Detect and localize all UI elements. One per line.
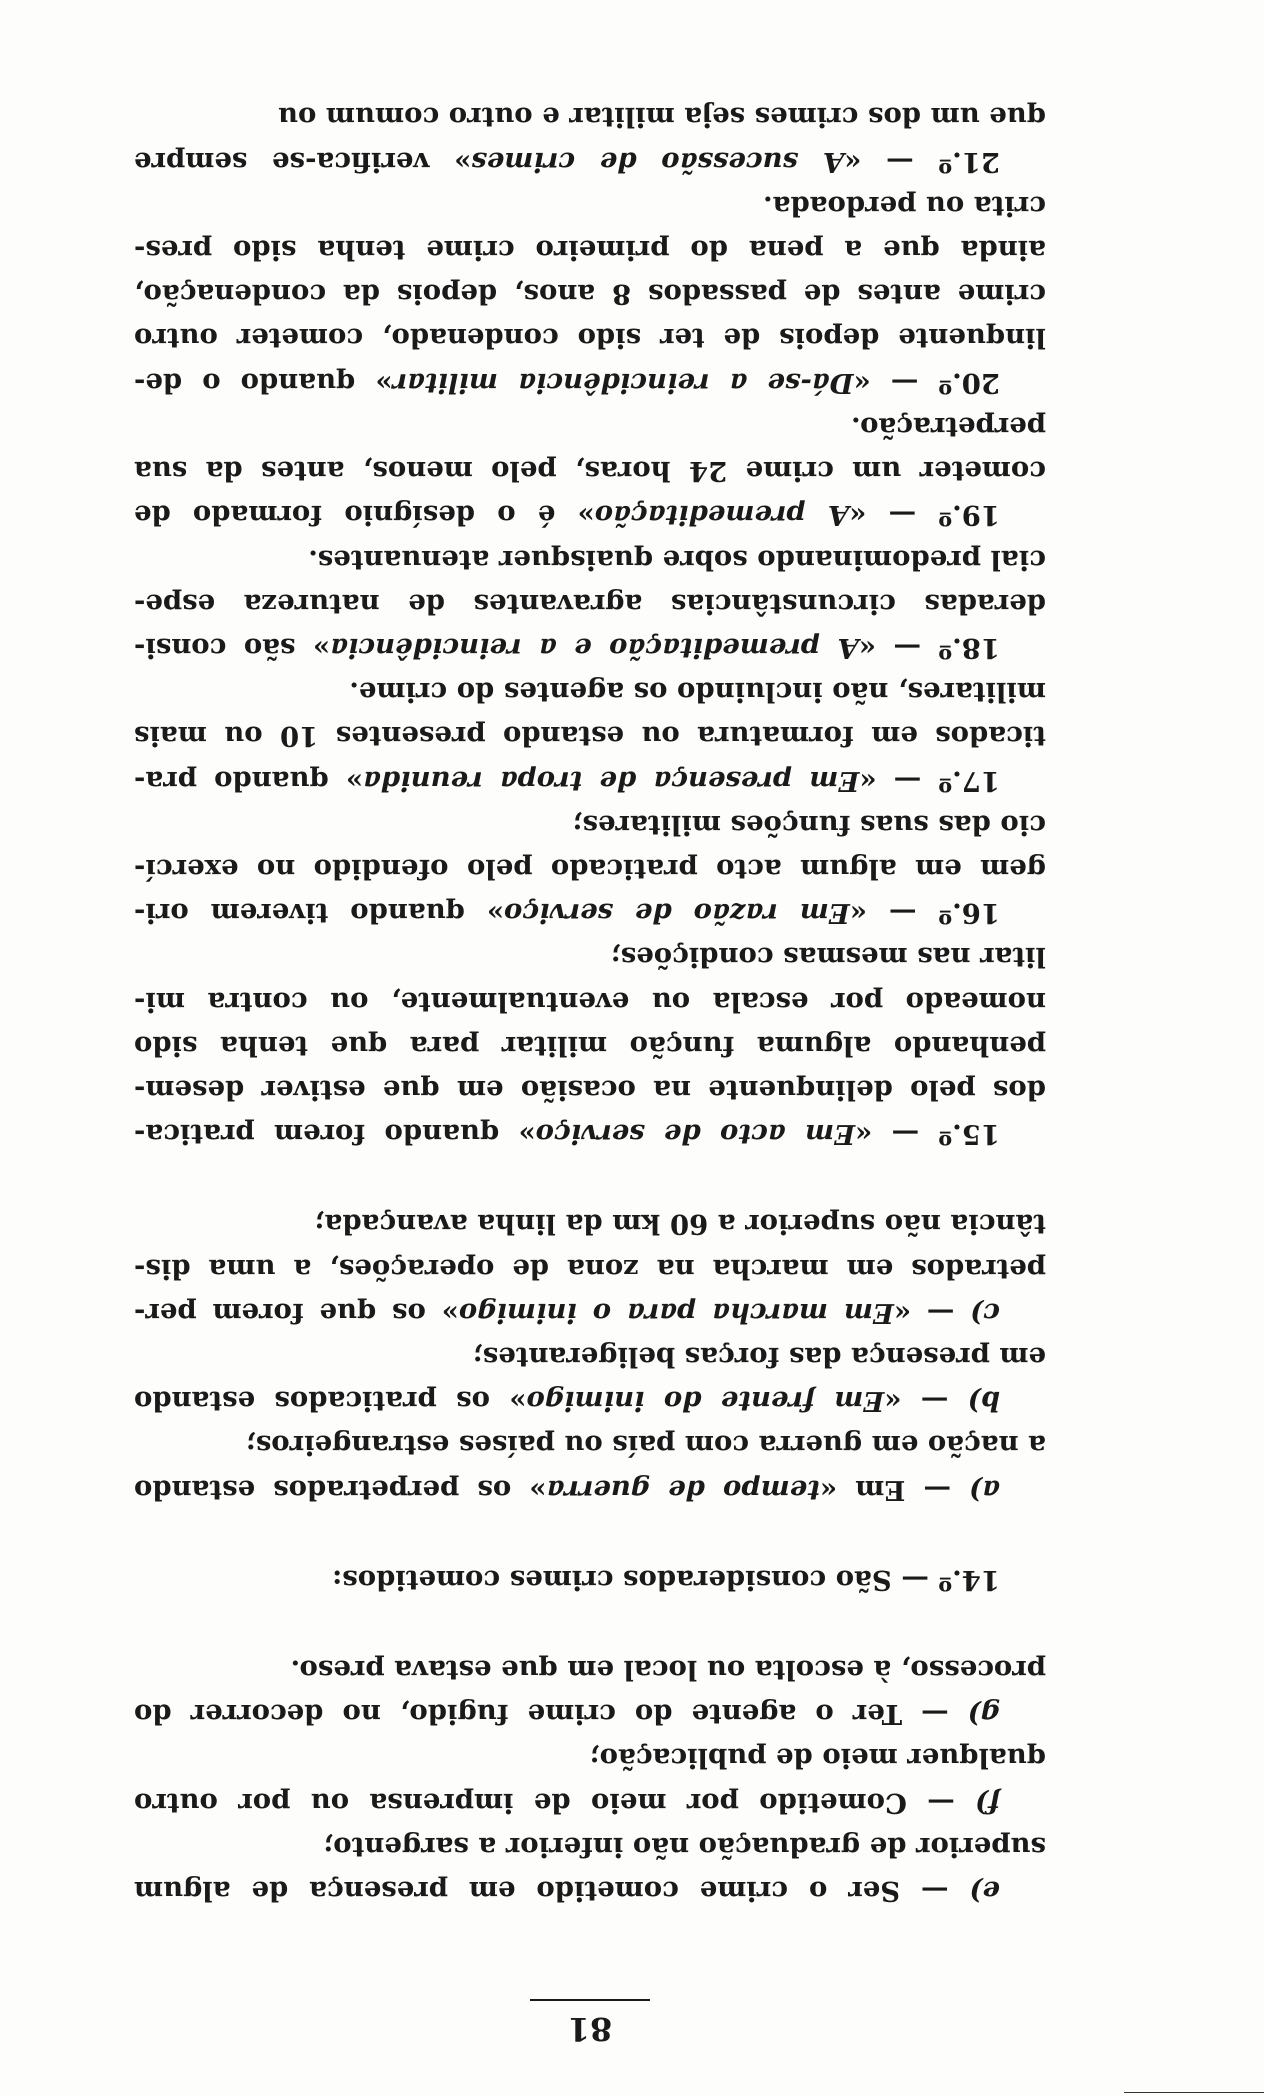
text-line: 17.º — «Em presença de tropa reunida» quando pra- [134, 764, 1000, 797]
paragraph [134, 935, 1046, 1156]
text-line: a) — Em «tempo de guerra» os perpetrados estando [134, 1473, 1000, 1506]
text-line: c) — «Em marcha para o inimigo» os que forem per- [134, 1296, 1000, 1329]
page-number: 81 [567, 2010, 613, 2048]
paragraph [134, 803, 1046, 936]
text-line: que um dos crimes seja militar e outro comum ou [278, 101, 1046, 134]
text-line: processo, à escolta ou local em que estava preso. [290, 1653, 1046, 1686]
text-line: 20.º — «Dá-se a reincidência militar» quando o de- [134, 366, 1000, 399]
paragraph [134, 1825, 1046, 1913]
text-line: b) — «Em frente do inimigo» os praticados estando [134, 1385, 1000, 1418]
paragraph [134, 405, 1046, 538]
text-line: 16.º — «Em razão de serviço» quando tiverem ori- [134, 897, 1000, 930]
paragraph [134, 184, 1046, 405]
paragraph [134, 670, 1046, 803]
text-line: qualquer meio de publicação; [589, 1742, 1046, 1775]
text-line: gem em algum acto praticado pelo ofendido no exercí- [134, 852, 1046, 885]
paragraph [134, 95, 1046, 183]
text-line: nomeado por escala ou eventualmente, ou contra mi- [134, 985, 1046, 1018]
text-line: cio das suas funções militares; [572, 808, 1046, 841]
paragraph [134, 1648, 1046, 1736]
paragraph-gap [134, 1512, 1046, 1558]
paragraph [134, 1202, 1046, 1335]
text-line: penhando alguma função militar para que tenha sido [134, 1029, 1046, 1062]
text-line: 19.º — «A premeditação» é o desígnio formado de [134, 499, 1000, 532]
text-line: 14.º — São considerados crimes cometidos: [332, 1563, 1000, 1596]
text-line: tância não superior a 60 km da linha avançada; [314, 1208, 1046, 1241]
text-line: 18.º — «A premeditação e a reincidência» são consi- [134, 631, 1000, 664]
text-line: 21.º — «A sucessão de crimes» verifica-se sempre [134, 145, 1000, 178]
text-line: a nação em guerra com país ou países estrangeiros; [245, 1429, 1046, 1462]
page-content [134, 95, 1046, 2051]
text-line: cial predominando sobre quaisquer atenuantes. [308, 543, 1046, 576]
text-line: litar nas mesmas condições; [610, 941, 1046, 974]
text-line: petrados em marcha na zona de operações, a uma dis- [134, 1252, 1046, 1285]
text-line: e) — Ser o crime cometido em presença de algum [134, 1875, 1000, 1907]
text-line: deradas circunstâncias agravantes de natureza espe- [134, 587, 1046, 620]
text-line: ainda que a pena do primeiro crime tenha sido pres- [134, 234, 1046, 267]
text-line: perpetração. [851, 410, 1046, 443]
paragraph-list [134, 95, 1046, 1913]
text-line: dos pelo delinquente na ocasião em que estiver desem- [134, 1073, 1046, 1106]
text-line: crita ou perdoada. [763, 189, 1046, 222]
text-line: ticados em formatura ou estando presentes 10 ou mais [134, 720, 1046, 753]
text-line: 15.º — «Em acto de serviço» quando forem pratica- [134, 1118, 1000, 1151]
scan-edge-mark [1124, 2092, 1264, 2093]
text-line: superior de graduação não inferior a sargento; [323, 1830, 1046, 1863]
paragraph [134, 1736, 1046, 1824]
text-line: cometer um crime 24 horas, pelo menos, antes da sua [134, 455, 1046, 488]
text-line: militares, não incluindo os agentes do crime. [349, 676, 1046, 709]
paragraph [134, 537, 1046, 670]
paragraph [134, 1423, 1046, 1511]
text-line: f) — Cometido por meio de imprensa ou por outro [134, 1786, 1000, 1819]
text-line: crime antes de passados 8 anos, depois da condenação, [134, 278, 1046, 311]
paragraph-gap [134, 1602, 1046, 1648]
paragraph-gap [134, 1156, 1046, 1202]
text-line: g) — Ter o agente do crime fugido, no decorrer do [134, 1698, 1000, 1731]
page-number-rule [530, 1999, 650, 2001]
paragraph [134, 1335, 1046, 1423]
text-line: linquente depois de ter sido condenado, cometer outro [134, 322, 1046, 355]
paragraph [134, 1558, 1046, 1602]
text-line: em presença das forças beligerantes; [472, 1340, 1046, 1373]
